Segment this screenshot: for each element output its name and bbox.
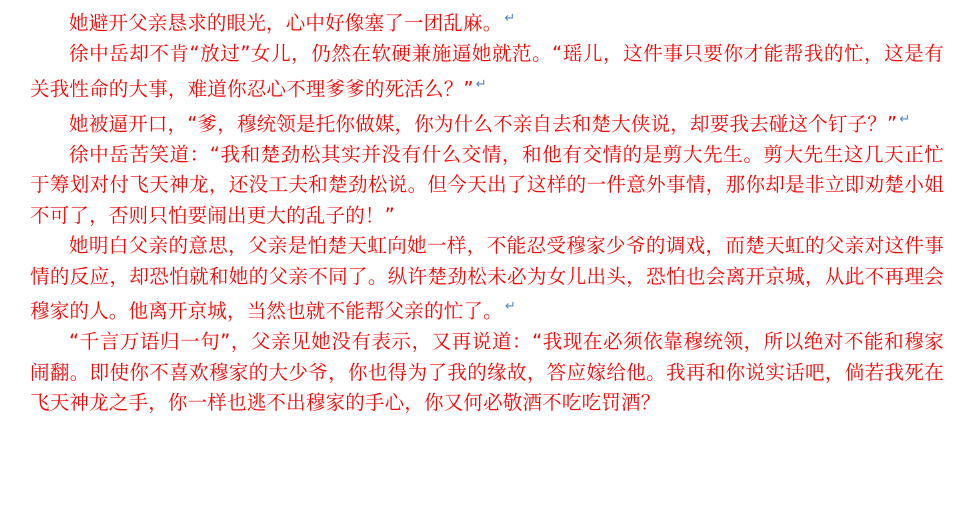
paragraph-text: 她避开父亲恳求的眼光，心中好像塞了一团乱麻。 [69, 11, 503, 35]
paragraph-text: 她被逼开口，“爹，穆统领是托你做媒，你为什么不亲自去和楚大侠说，却要我去碰这个钉子？” [69, 112, 898, 135]
paragraph-end-mark: ↵ [504, 299, 516, 314]
paragraph-6 [30, 327, 944, 419]
paragraph-4 [30, 140, 944, 232]
paragraph-text: 徐中岳却不肯“放过”女儿，仍然在软硬兼施逼她就范。“瑶儿，这件事只要你才能帮我的忙，这是有关我性命的大事，难道你忍心不理爹爹的死活么？” [30, 42, 944, 100]
paragraph-1 [30, 4, 944, 39]
paragraph-5 [30, 231, 944, 327]
paragraph-end-mark: ↵ [475, 76, 487, 92]
paragraph-3 [30, 105, 944, 140]
paragraph-2 [30, 39, 944, 105]
paragraph-text: “千言万语归一句”，父亲见她没有表示，又再说道：“我现在必须依靠穆统领，所以绝对不能和穆家闹翻。即使你不喜欢穆家的大少爷，你也得为了我的缘故，答应嫁给他。我再和你说实话吧，倘若我死在飞天神龙之手，你一样也逃不出穆家的手心，你又何必敬酒不吃吃罚酒？ [30, 330, 944, 414]
paragraph-text: 徐中岳苦笑道：“我和楚劲松其实并没有什么交情，和他有交情的是剪大先生。剪大先生这几天正忙于筹划对付飞天神龙，还没工夫和楚劲松说。但今天出了这样的一件意外事情，那你却是非立即劝楚小姐不可了，否则只怕要闹出更大的乱子的！” [30, 142, 944, 227]
paragraph-text: 她明白父亲的意思，父亲是怕楚天虹向她一样，不能忍受穆家少爷的调戏，而楚天虹的父亲对这件事情的反应，却恐怕就和她的父亲不同了。纵许楚劲松未必为女儿出头，恐怕也会离开京城，从此不再理会穆家的人。他离开京城，当然也就不能帮父亲的忙了。 [30, 234, 944, 323]
paragraph-end-mark: ↵ [504, 11, 516, 26]
paragraph-end-mark: ↵ [899, 111, 911, 127]
